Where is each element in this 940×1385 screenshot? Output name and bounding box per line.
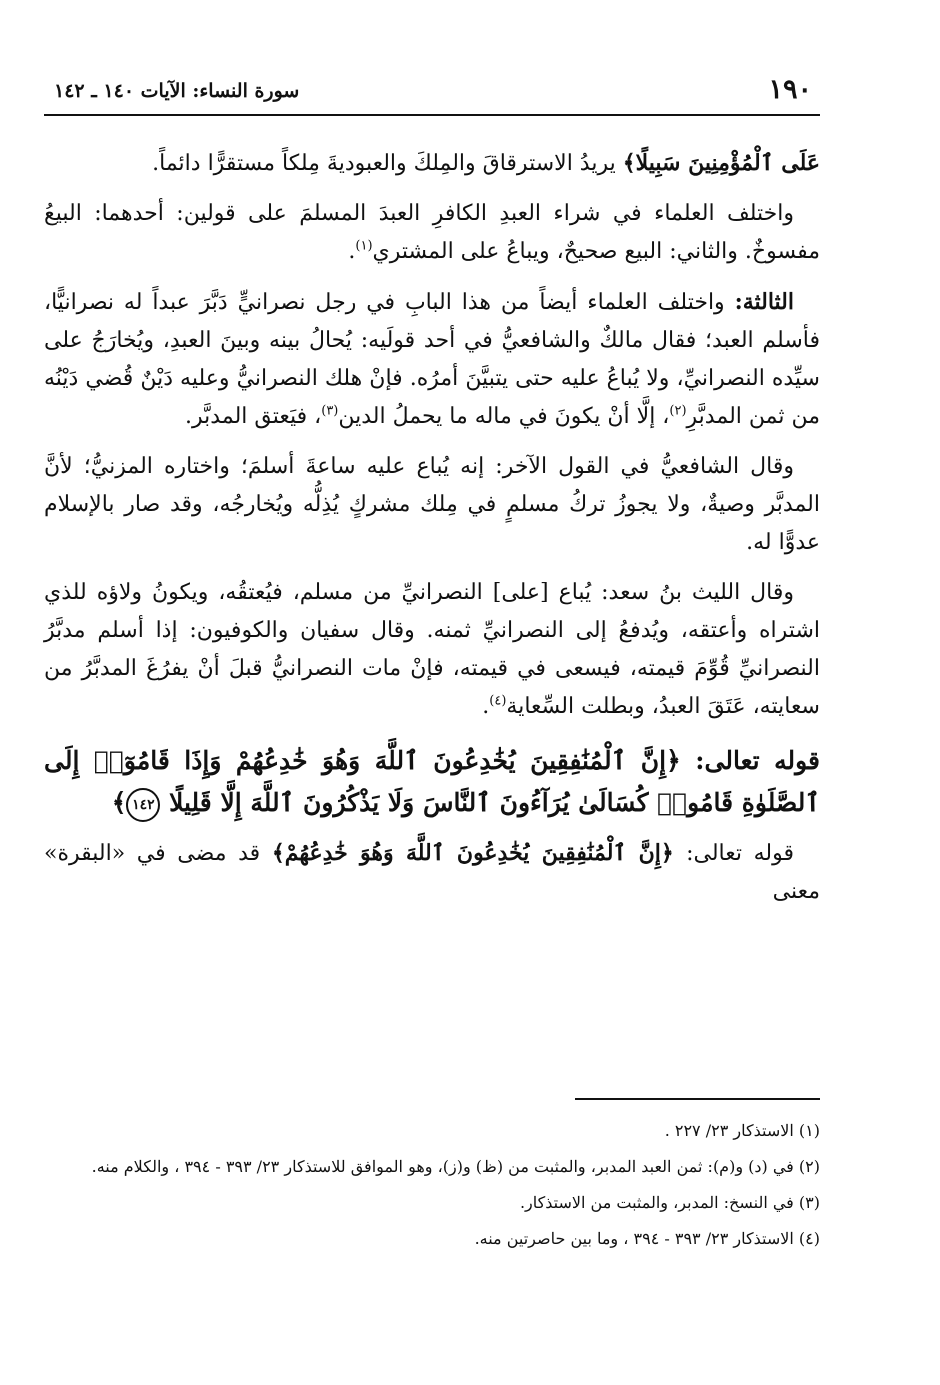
quran-fragment: ﴿إِنَّ ٱلْمُنَٰفِقِينَ يُخَٰدِعُونَ ٱللَّهَ وَهُوَ خَٰدِعُهُمْ﴾ <box>271 840 687 866</box>
quran-fragment: عَلَى ٱلْمُؤْمِنِينَ سَبِيلًا﴾ <box>622 150 820 176</box>
paragraph-5 <box>44 574 820 726</box>
footnote-ref[interactable]: (٣) <box>321 403 339 419</box>
paragraph-text: قد مضى في «البقرة» معنى <box>44 841 820 904</box>
footnote-ref[interactable]: (٤) <box>489 693 507 709</box>
footnote-3: (٣) في النسخ: المدبر، والمثبت من الاستذكار. <box>519 1193 820 1212</box>
paragraph-3 <box>44 283 820 436</box>
footnote-2: (٢) في (د) و(م): ثمن العبد المدبر، والمثبت من (ظ) و(ز)، وهو الموافق للاستذكار ٢٣/ ٣٩٣ - ٣٩٤ ، والكلام منه. <box>91 1157 820 1176</box>
page-header <box>44 70 820 116</box>
footnote-ref[interactable]: (١) <box>355 238 373 254</box>
verse-text: ﴿إِنَّ ٱلْمُنَٰفِقِينَ يُخَٰدِعُونَ ٱللَّهَ وَهُوَ خَٰدِعُهُمْ وَإِذَا قَامُوٓا۟ إِلَى ٱلصَّلَوٰةِ قَامُوا۟ كُسَالَىٰ يُرَآءُونَ ٱلنَّاسَ وَلَا يَذْكُرُونَ ٱللَّهَ إِلَّا قَلِيلًا <box>44 746 820 817</box>
verse-block <box>44 740 820 824</box>
paragraph-text: ، إلَّا أنْ يكونَ في ماله ما يحملُ الدين <box>338 404 670 429</box>
ayah-number-marker: ١٤٢ <box>126 788 160 822</box>
paragraph-text: واختلف العلماء في شراء العبدِ الكافرِ العبدَ المسلمَ على قولين: أحدهما: البيعُ مفسوخٌ. والثاني: البيع صحيحٌ، ويباعُ على المشتري <box>44 201 820 264</box>
paragraph-1 <box>44 144 820 183</box>
verse-label: قوله تعالى: <box>686 841 794 866</box>
verse-label: قوله تعالى: <box>695 746 820 775</box>
paragraph-6 <box>44 834 820 911</box>
paragraph-end: . <box>348 239 356 264</box>
book-page <box>44 56 820 1356</box>
paragraph-text: وقال الليث بنُ سعد: يُباع [على] النصرانيِّ من مسلم، فيُعتقُه، ويكونُ ولاؤه للذي اشتراه وأعتقه، ويُدفعُ إلى النصرانيِّ ثمنه. وقال سفيان والكوفيون: إذا أسلم مدبَّرُ النصرانيِّ قُوِّمَ قيمته، فيسعى في قيمته، فإنْ مات النصرانيُّ قبلَ أنْ يفرُغَ المدبَّرُ من سعايته، عَتَقَ العبدُ، وبطلت السِّعاية <box>44 580 820 719</box>
paragraph-2 <box>44 195 820 271</box>
verse-close: ﴾ <box>111 788 127 817</box>
footnote-4: (٤) الاستذكار ٢٣/ ٣٩٣ - ٣٩٤ ، وما بين حاصرتين منه. <box>474 1229 820 1248</box>
paragraph-end: . <box>482 694 490 719</box>
footnotes <box>44 1116 820 1260</box>
footnote-ref[interactable]: (٢) <box>669 403 687 419</box>
paragraph-4 <box>44 448 820 562</box>
paragraph-text: يريدُ الاسترقاقَ والمِلكَ والعبوديةَ مِلكاً مستقرًّا دائماً. <box>152 151 623 176</box>
section-lead: الثالثة: <box>734 289 794 315</box>
footnote-1: (١) الاستذكار ٢٣/ ٢٢٧ . <box>664 1121 820 1140</box>
footnote-divider <box>575 1098 820 1100</box>
paragraph-text: وقال الشافعيُّ في القول الآخر: إنه يُباع عليه ساعةَ أسلمَ؛ واختاره المزنيُّ؛ لأنَّ المدبَّر وصيةٌ، ولا يجوزُ تركُ مسلمٍ في مِلك مشركٍ يُذِلُّه ويُخارجُه، وقد صار بالإسلام عدوًّا له. <box>44 454 820 555</box>
page-number: ١٩٠ <box>768 74 812 105</box>
paragraph-text: واختلف العلماء أيضاً من هذا البابِ في رجل نصرانيٍّ دَبَّرَ عبداً له نصرانيًّا، فأسلم العبد؛ فقال مالكٌ والشافعيُّ في أحد قولَيه: يُحالُ بينه وبينَ العبدِ، ويُخارَجُ على سيِّده النصرانيِّ، ولا يُباعُ عليه حتى يتبيَّنَ أمرُه. فإنْ هلك النصرانيُّ وعليه دَيْنٌ قُضي دَيْنُه من ثمن المدبَّرِ <box>44 290 820 429</box>
running-head: سورة النساء: الآيات ١٤٠ ـ ١٤٢ <box>54 80 300 102</box>
page-body <box>44 144 820 923</box>
paragraph-text: ، فيَعتق المدبَّر. <box>185 404 322 429</box>
